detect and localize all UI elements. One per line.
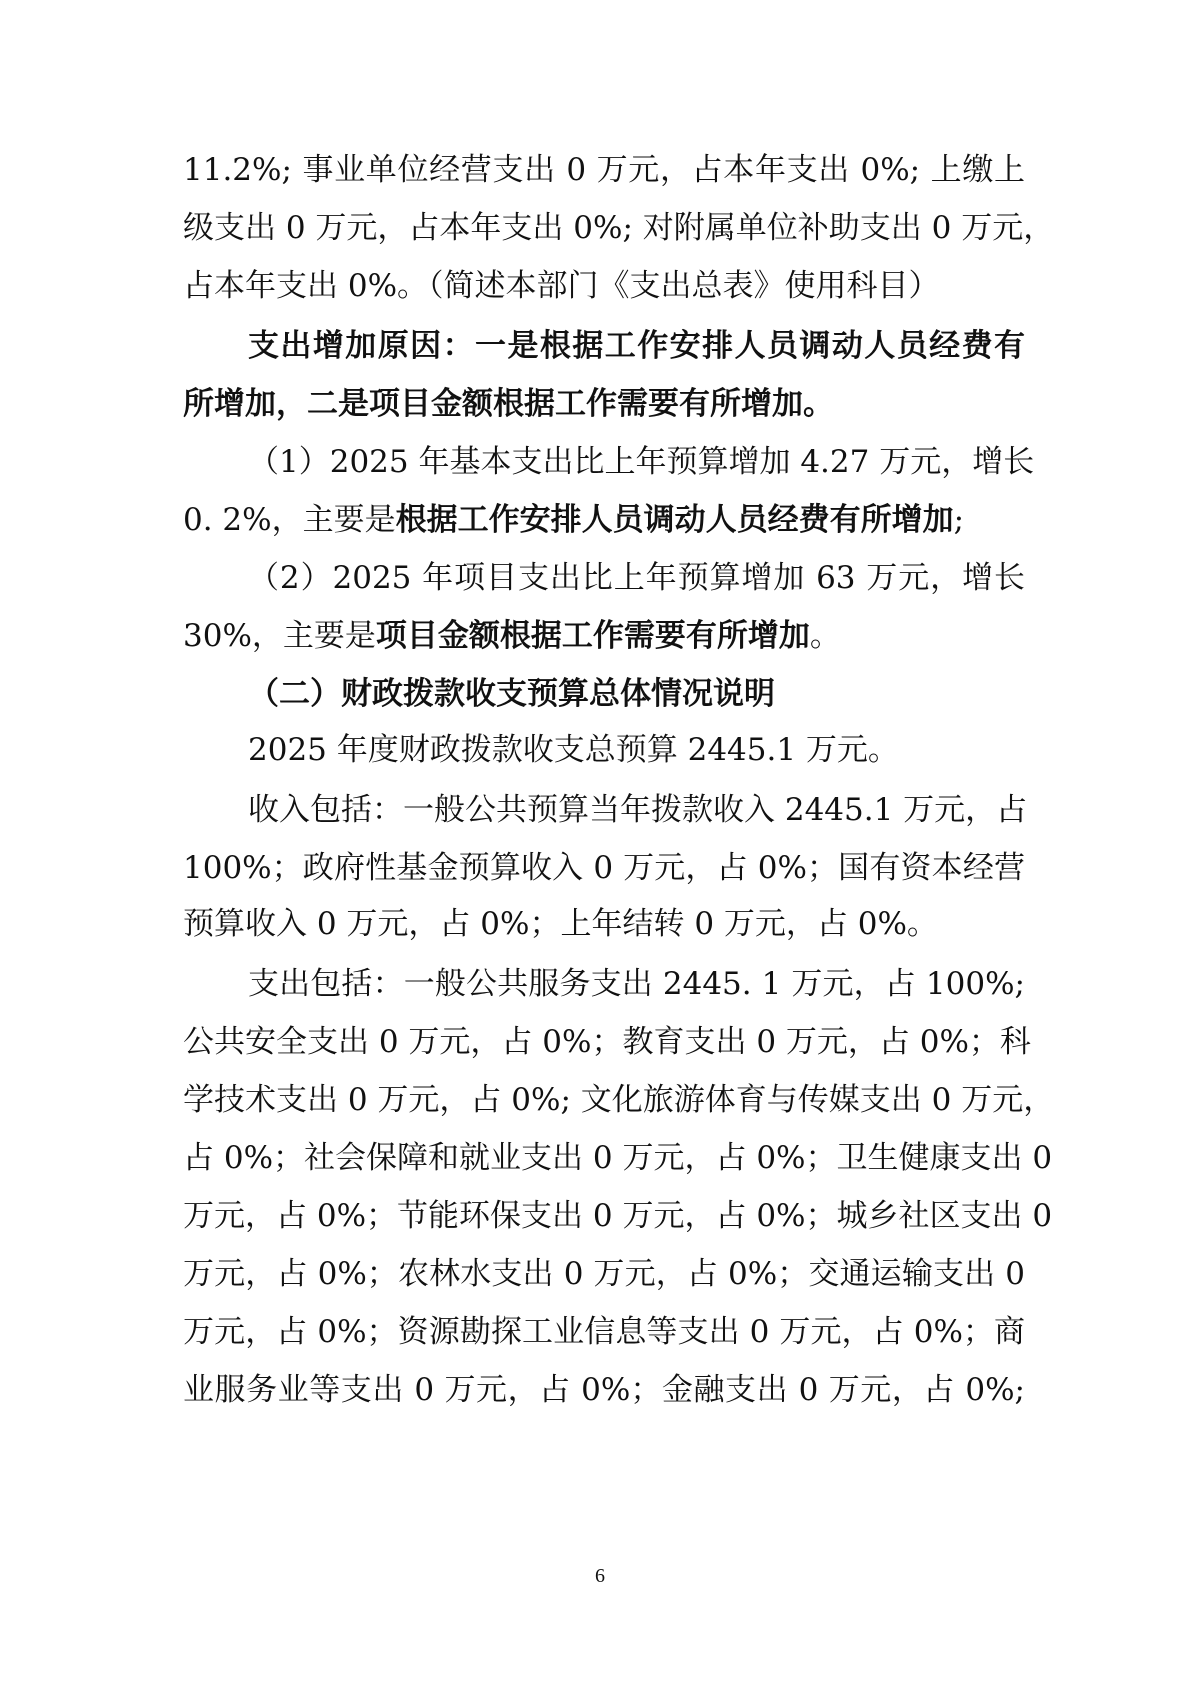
bold-text-run: 项目金额根据工作需要有所增加 (375, 618, 810, 654)
bold-text-run: 根据工作安排人员调动人员经费有所增加 (395, 502, 954, 538)
paragraph-line: 占 0%；社会保障和就业支出 0 万元，占 0%；卫生健康支出 0 (183, 1140, 1053, 1176)
reason-heading-line: 所增加，二是项目金额根据工作需要有所增加。 (183, 386, 834, 422)
paragraph-line: 11.2%; 事业单位经营支出 0 万元，占本年支出 0%; 上缴上 (183, 152, 1025, 188)
reason-heading-line: 支出增加原因：一是根据工作安排人员调动人员经费有 (248, 328, 1025, 364)
paragraph-line: 支出包括：一般公共服务支出 2445. 1 万元，占 100%; (248, 966, 1025, 1002)
paragraph-line: （1）2025 年基本支出比上年预算增加 4.27 万元，增长 (248, 444, 1035, 480)
section-heading: （二）财政拨款收支预算总体情况说明 (248, 676, 775, 712)
paragraph-line-mixed (183, 488, 1025, 552)
paragraph-line: 公共安全支出 0 万元，占 0%；教育支出 0 万元，占 0%；科 (183, 1024, 1031, 1060)
text-run: ; (953, 502, 965, 538)
paragraph-line: 业服务业等支出 0 万元，占 0%；金融支出 0 万元，占 0%; (183, 1372, 1025, 1408)
paragraph-line: 万元，占 0%；农林水支出 0 万元，占 0%；交通运输支出 0 (183, 1256, 1025, 1292)
page-number: 6 (595, 1565, 605, 1587)
paragraph-line: 占本年支出 0%。（简述本部门《支出总表》使用科目） (183, 268, 940, 304)
paragraph-line: 万元，占 0%；资源勘探工业信息等支出 0 万元，占 0%；商 (183, 1314, 1025, 1350)
paragraph-line: 学技术支出 0 万元，占 0%; 文化旅游体育与传媒支出 0 万元， (183, 1082, 1055, 1118)
paragraph-line: 万元，占 0%；节能环保支出 0 万元，占 0%；城乡社区支出 0 (183, 1198, 1053, 1234)
paragraph-line: 收入包括：一般公共预算当年拨款收入 2445.1 万元，占 (248, 792, 1028, 828)
text-run: 。 (809, 618, 841, 654)
text-run: 30%，主要是 (183, 618, 376, 654)
paragraph-line-mixed (183, 604, 1025, 668)
paragraph-line: 预算收入 0 万元，占 0%；上年结转 0 万元，占 0%。 (183, 906, 938, 942)
paragraph-line: （2）2025 年项目支出比上年预算增加 63 万元，增长 (248, 560, 1025, 596)
text-run: 0. 2%，主要是 (183, 502, 396, 538)
paragraph-line: 100%；政府性基金预算收入 0 万元，占 0%；国有资本经营 (183, 850, 1025, 886)
paragraph-line: 2025 年度财政拨款收支总预算 2445.1 万元。 (248, 732, 899, 768)
paragraph-line: 级支出 0 万元，占本年支出 0%; 对附属单位补助支出 0 万元， (183, 210, 1055, 246)
